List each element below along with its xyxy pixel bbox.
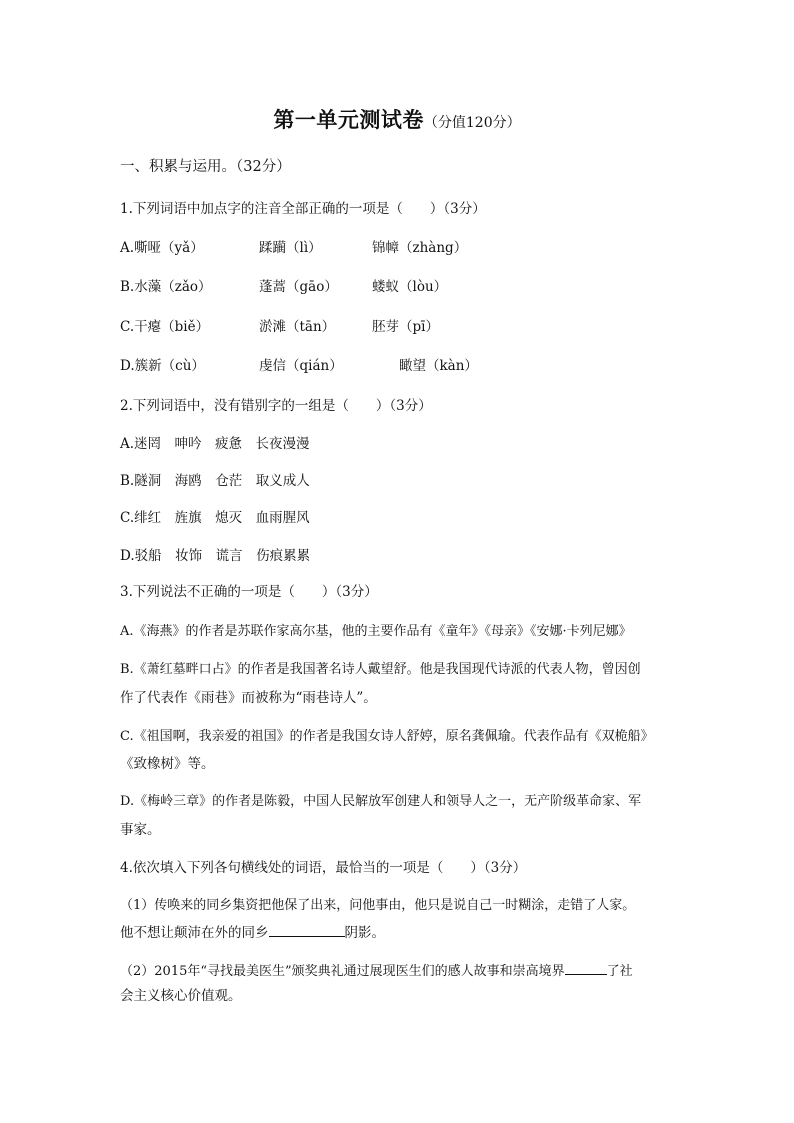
page-title xyxy=(0,104,794,134)
title-main: 第一单元测试卷 xyxy=(273,107,424,132)
q3-option-c-line2: 《致橡树》等。 xyxy=(120,756,215,772)
q1-option-a-1: A.嘶哑（yǎ） xyxy=(120,240,204,256)
q1-option-a-3: 锦幛（zhàng） xyxy=(372,240,468,256)
q1-stem: 1.下列词语中加点字的注音全部正确的一项是（ ）（3分） xyxy=(120,201,486,217)
q2-option-b: B.隧洞 海鸥 仓茫 取义成人 xyxy=(120,473,310,489)
q4-sentence1-line2 xyxy=(120,922,385,943)
q2-option-c: C.绯红 旌旗 熄灭 血雨腥风 xyxy=(120,510,310,526)
q1-option-c-1: C.干瘪（biě） xyxy=(120,319,210,335)
q1-option-b-2: 蓬蒿（gāo） xyxy=(259,279,338,295)
q4-sentence2-line1 xyxy=(120,960,633,982)
q1-option-d-2: 虔信（qián） xyxy=(259,358,343,374)
q2-option-d: D.驳船 妆饰 谎言 伤痕累累 xyxy=(120,548,311,564)
q4-sentence1-text-before-blank: 他不想让颠沛在外的同乡 xyxy=(120,925,269,941)
q1-option-a-2: 蹂躏（lì） xyxy=(259,240,322,256)
q1-option-c-3: 胚芽（pī） xyxy=(372,319,439,335)
q2-stem: 2.下列词语中，没有错别字的一组是（ ）（3分） xyxy=(120,398,432,414)
q2-option-a: A.迷罔 呻吟 疲惫 长夜漫漫 xyxy=(120,436,310,452)
q1-option-c-2: 淤滩（tān） xyxy=(259,319,336,335)
q3-option-c-line1: C.《祖国啊，我亲爱的祖国》的作者是我国女诗人舒婷，原名龚佩瑜。代表作品有《双桅船》 xyxy=(120,729,654,744)
q3-option-a: A.《海燕》的作者是苏联作家高尔基，他的主要作品有《童年》《母亲》《安娜·卡列尼娜》 xyxy=(120,624,632,639)
answer-blank[interactable] xyxy=(565,960,607,975)
q4-sentence2-text-after-blank: 了社 xyxy=(606,964,633,979)
q4-sentence2-line2: 会主义核心价值观。 xyxy=(120,988,242,1004)
q4-sentence1-text-after-blank: 阴影。 xyxy=(344,925,385,941)
q3-option-d-line2: 事家。 xyxy=(120,822,161,838)
q3-stem: 3.下列说法不正确的一项是（ ）（3分） xyxy=(120,584,378,600)
q4-stem: 4.依次填入下列各句横线处的词语，最恰当的一项是（ ）（3分） xyxy=(120,860,527,876)
q3-option-b-line2: 作了代表作《雨巷》而被称为“雨巷诗人”。 xyxy=(120,690,377,706)
q1-option-d-3: 瞰望（kàn） xyxy=(399,358,478,374)
q1-option-d-1: D.簇新（cù） xyxy=(120,358,205,374)
answer-blank[interactable] xyxy=(269,922,345,937)
q4-sentence2-text-before-blank: （2）2015年“寻找最美医生”颁奖典礼通过展现医生们的感人故事和崇高境界 xyxy=(120,964,565,979)
q3-option-d-line1: D.《梅岭三章》的作者是陈毅，中国人民解放军创建人和领导人之一，无产阶级革命家、军 xyxy=(120,794,642,809)
q4-sentence1-line1: （1）传唤来的同乡集资把他保了出来，问他事由，他只是说自己一时糊涂，走错了人家。 xyxy=(120,898,636,913)
q3-option-b-line1: B.《萧红墓畔口占》的作者是我国著名诗人戴望舒。他是我国现代诗派的代表人物，曾因创 xyxy=(120,662,641,677)
section-heading: 一、积累与运用。（32分） xyxy=(120,159,291,175)
title-score: （分值120分） xyxy=(423,115,521,131)
q1-option-b-1: B.水藻（zǎo） xyxy=(120,279,212,295)
q1-option-b-3: 蝼蚁（lòu） xyxy=(372,279,448,295)
